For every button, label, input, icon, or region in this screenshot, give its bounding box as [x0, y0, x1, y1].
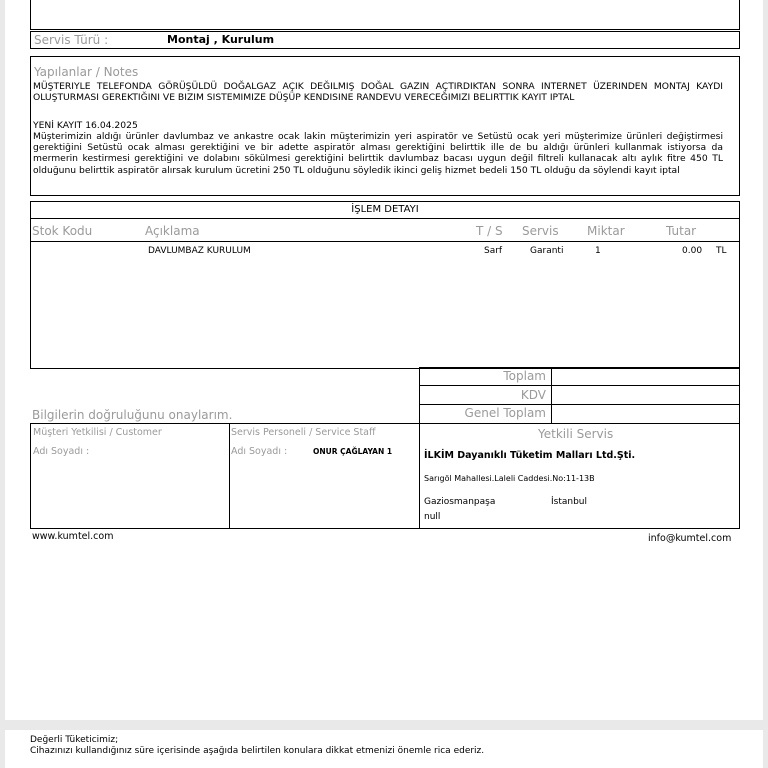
staff-title: Servis Personeli / Service Staff [231, 427, 376, 438]
authorized-city: İstanbul [551, 497, 588, 507]
confirmation-text: Bilgilerin doğruluğunu onaylarım. [32, 408, 233, 422]
detail-header-divider [30, 241, 740, 242]
authorized-company: İLKİM Dayanıklı Tüketim Malları Ltd.Şti. [424, 450, 636, 461]
header-ts: T / S [476, 224, 503, 238]
grand-total-label: Genel Toplam [464, 406, 546, 420]
notes-second-text: Müşterimizin aldığı ürünler davlumbaz ve ankastre ocak lakin müşterimizin yeri aspiratör ve Setüstü ocak yeri müşterimize ürünleri değiştirmesi gerektiğini Setüstü ocak alması gerektiğini ve bir adette aspiratör alması gerektiğini belirttik ille de bu aldığı ürünleri kullanmak istiyorsa da mermerin kestirmesi gerektiğini ve dolabını sökülmesi gerektiğini belirttik davlumbaz bacası uygun değil filtreli kullanacak altı aylık fitre 450 TL olduğunu belirttik aspiratör alırsak kurulum ücretini 250 TL olduğunu söyledik ikinci geliş hizmet bedeli 150 TL olduğu da söylendi kayıt iptal [33, 131, 723, 176]
customer-title: Müşteri Yetkilisi / Customer [33, 427, 162, 438]
authorized-district: Gaziosmanpaşa [424, 497, 496, 507]
header-aciklama: Açıklama [145, 224, 200, 238]
header-stok-kodu: Stok Kodu [32, 224, 93, 238]
detail-title: İŞLEM DETAYI [351, 204, 419, 215]
total-label: Toplam [503, 369, 546, 383]
row-aciklama: DAVLUMBAZ KURULUM [148, 246, 251, 256]
kdv-label: KDV [520, 388, 546, 402]
footer-email[interactable]: info@kumtel.com [648, 533, 732, 544]
next-page [5, 730, 763, 768]
authorized-address: Sarıgöl Mahallesi.Laleli Caddesi.No:11-13B [424, 474, 595, 483]
footer-website[interactable]: www.kumtel.com [32, 531, 114, 542]
staff-name-label: Adı Soyadı : [231, 446, 288, 457]
staff-name: ONUR ÇAĞLAYAN 1 [313, 447, 393, 456]
authorized-title: Yetkili Servis [538, 427, 614, 441]
service-type-row [30, 31, 740, 49]
detail-title-divider [30, 218, 740, 219]
totals-row-divider-1 [419, 385, 740, 386]
signature-area [30, 423, 740, 529]
page2-greeting: Değerli Tüketicimiz; [30, 735, 119, 745]
notes-label: Yapılanlar / Notes [34, 65, 139, 79]
row-tutar: 0.00 [682, 246, 703, 256]
service-form-page [5, 0, 763, 720]
totals-row-divider-2 [419, 404, 740, 405]
header-servis: Servis [522, 224, 559, 238]
page2-text: Cihazınızı kullandığınız süre içerisinde aşağıda belirtilen konulara dikkat etmenizi önemle rica ederiz. [30, 746, 485, 756]
service-type-value: Montaj , Kurulum [167, 33, 275, 46]
customer-name-label: Adı Soyadı : [33, 446, 90, 457]
header-miktar: Miktar [587, 224, 625, 238]
notes-second-title: YENİ KAYIT 16.04.2025 [33, 120, 138, 131]
service-type-label: Servis Türü : [34, 33, 109, 47]
totals-divider [551, 367, 552, 424]
top-info-box [30, 0, 740, 30]
detail-table [30, 201, 740, 369]
signature-divider-2 [419, 423, 420, 529]
row-currency: TL [716, 246, 727, 256]
row-ts: Sarf [484, 246, 503, 256]
authorized-extra: null [424, 512, 441, 522]
header-tutar: Tutar [666, 224, 697, 238]
signature-divider-1 [229, 423, 230, 529]
row-servis: Garanti [530, 246, 564, 256]
row-miktar: 1 [595, 246, 601, 256]
notes-first-text: MÜŞTERIYLE TELEFONDA GÖRÜŞÜLDÜ DOĞALGAZ AÇIK DEĞILMIŞ DOĞAL GAZIN AÇTIRDIKTAN SONRA INTERNET ÜZERINDEN MONTAJ KAYDI OLUŞTURMASI GEREKTIĞINI VE BIZIM SISTEMIMIZE DÜŞÜP KENDISINE RANDEVU VERECEĞIMIZI BELIRTTIK KAYIT IPTAL [33, 81, 723, 104]
